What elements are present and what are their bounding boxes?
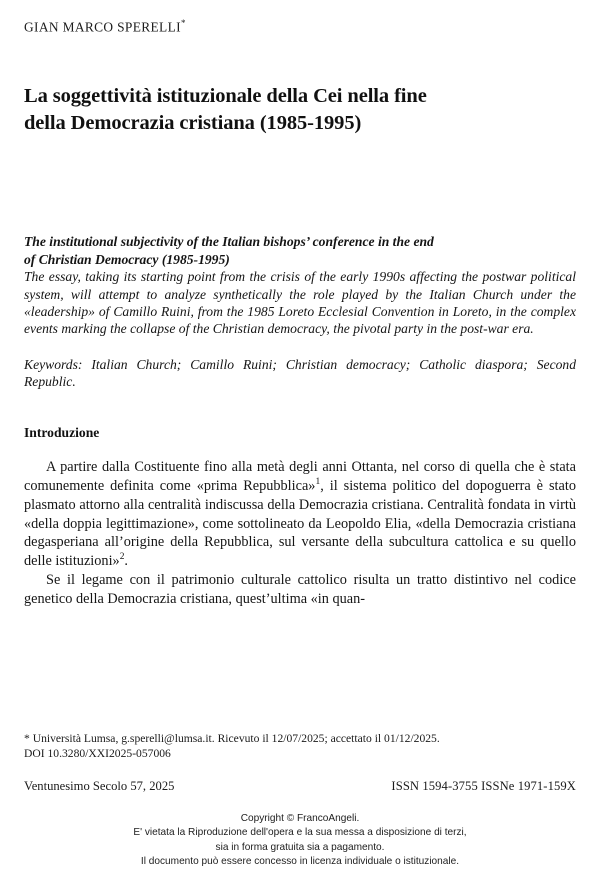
footnote-line-1: * Università Lumsa, g.sperelli@lumsa.it. Ricevuto il 12/07/2025; accettato il 01/12/2025. <box>24 732 440 745</box>
abstract-english-title-line-1: The institutional subjectivity of the Italian bishops’ conference in the end <box>24 234 434 250</box>
keywords-values: Italian Church; Camillo Ruini; Christian democracy; Catholic diaspora; Second Republic. <box>24 356 576 390</box>
footnote-line-2: DOI 10.3280/XXI2025-057006 <box>24 746 171 760</box>
body-paragraph-1 <box>24 458 576 571</box>
paragraph-1-text-b: , il sistema politico del dopoguerra è stato plasmato attorno alla centralità indiscussa della Democrazia cristiana. Centralità fondata in virtù «della doppia legittimazione», come sottolineato da Leopoldo Elia, «della Democrazia cristiana degasperiana all’origine della Repubblica, sul versante della subcultura cattolica e su quello delle istituzioni» <box>24 477 576 570</box>
author-footnote-marker: * <box>180 18 186 28</box>
footnote-block <box>24 732 576 761</box>
journal-issue-info: Ventunesimo Secolo 57, 2025 <box>24 779 175 793</box>
section-heading-introduzione: Introduzione <box>24 424 100 440</box>
keywords-label: Keywords: <box>24 356 83 372</box>
author-running-head <box>24 0 576 36</box>
copyright-line-1: Copyright © FrancoAngeli. <box>240 813 360 824</box>
body-text <box>24 458 576 609</box>
keywords-line <box>24 356 576 391</box>
copyright-line-4: Il documento può essere concesso in licenza individuale o istituzionale. <box>140 855 460 867</box>
journal-issn-info: ISSN 1594-3755 ISSNe 1971-159X <box>391 779 576 793</box>
journal-footer <box>24 779 576 794</box>
author-name: GIAN MARCO SPERELLI <box>24 19 181 35</box>
copyright-notice <box>0 812 600 869</box>
paragraph-1-text-c: . <box>124 553 128 570</box>
title-line-1: La soggettività istituzionale della Cei nella fine <box>24 84 427 107</box>
abstract-text: The essay, taking its starting point from the crisis of the early 1990s affecting the postwar political system, will attempt to analyze synthetically the role played by the Italian Church under the «leadership» of Camillo Ruini, from the 1985 Loreto Ecclesial Convention in Loreto, in the complex events marking the collapse of the Christian democracy, the pivotal party in the post-war era. <box>24 269 576 337</box>
article-title-block <box>24 83 576 138</box>
footnote-ref-2: 2 <box>119 552 125 563</box>
paragraph-1-text-a: A partire dalla Costituente fino alla metà degli anni Ottanta, nel corso di quella che è stata comunemente definita come «prima Repubblica» <box>24 459 576 494</box>
body-paragraph-2: Se il legame con il patrimonio culturale cattolico risulta un tratto distintivo nel codice genetico della Democrazia cristiana, quest’ultima «in quan- <box>24 572 576 607</box>
abstract-english-title <box>24 233 576 268</box>
title-line-2: della Democrazia cristiana (1985-1995) <box>24 111 362 134</box>
page-title <box>24 83 576 138</box>
copyright-line-2: E' vietata la Riproduzione dell'opera e la sua messa a disposizione di terzi, <box>133 827 467 839</box>
footnote-ref-1: 1 <box>315 477 321 488</box>
abstract-english-title-line-2: of Christian Democracy (1985-1995) <box>24 251 230 267</box>
copyright-line-3: sia in forma gratuita sia a pagamento. <box>215 841 385 853</box>
abstract-block <box>24 233 576 391</box>
